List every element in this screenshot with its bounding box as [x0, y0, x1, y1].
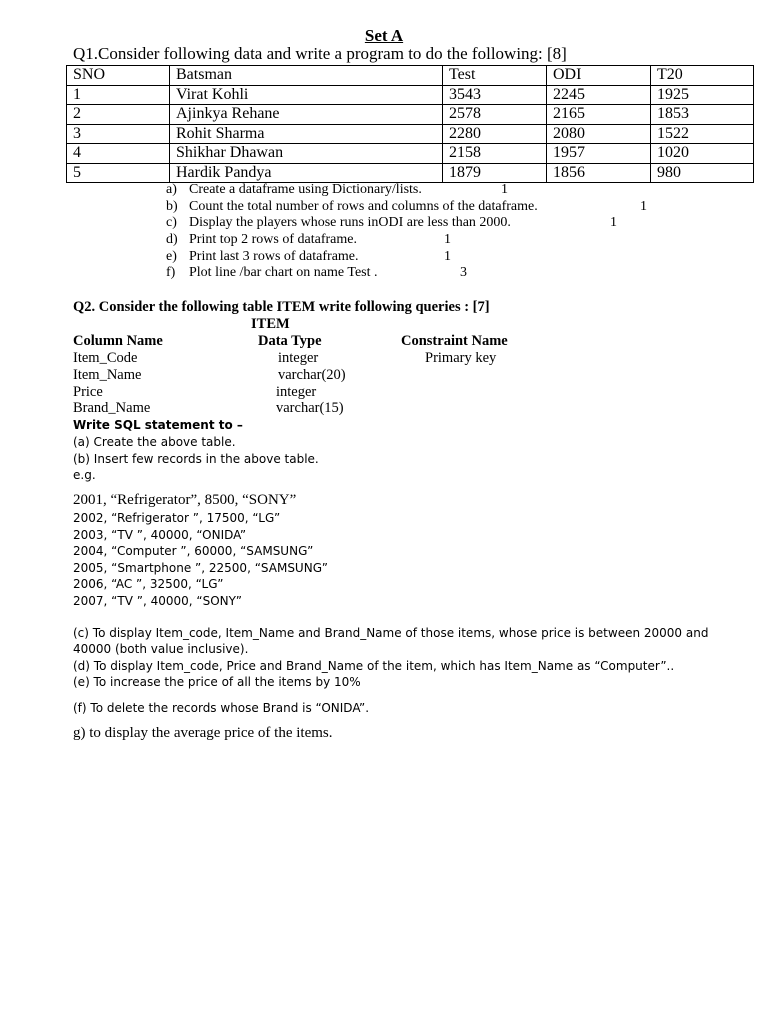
task-item — [166, 215, 511, 231]
table-cell: 1522 — [651, 124, 754, 144]
task-marks: 3 — [460, 265, 467, 280]
page-title: Set A — [364, 26, 404, 45]
field-name: Item_Code — [73, 350, 138, 366]
table-header-row — [67, 66, 754, 86]
table-cell: 2165 — [547, 105, 651, 125]
table-cell: Ajinkya Rehane — [170, 105, 443, 125]
column-name-header: Column Name — [73, 333, 163, 349]
task-marks: 1 — [444, 249, 451, 264]
table-cell: 3543 — [443, 85, 547, 105]
task-letter: c) — [166, 215, 177, 230]
part-c-continued: 40000 (both value inclusive). — [73, 642, 249, 656]
record-line: 2003, “TV ”, 40000, “ONIDA” — [73, 528, 247, 542]
task-marks: 1 — [610, 215, 617, 230]
field-constraint: Primary key — [425, 350, 497, 366]
q1-heading: Q1.Consider following data and write a program to do the following: [8] — [73, 44, 567, 63]
task-text: Display the players whose runs inODI are less than 2000. — [189, 215, 511, 230]
task-marks: 1 — [501, 182, 508, 197]
table-cell: 1856 — [547, 163, 651, 183]
table-row — [67, 163, 754, 183]
table-cell: 4 — [67, 144, 170, 164]
table-cell: 980 — [651, 163, 754, 183]
table-cell: Hardik Pandya — [170, 163, 443, 183]
task-letter: b) — [166, 199, 178, 214]
table-cell: 1 — [67, 85, 170, 105]
record-line: 2004, “Computer ”, 60000, “SAMSUNG” — [73, 544, 314, 558]
task-text: Create a dataframe using Dictionary/lists. — [189, 182, 422, 197]
record-line: 2006, “AC ”, 32500, “LG” — [73, 577, 224, 591]
task-text: Plot line /bar chart on name Test . — [189, 265, 378, 280]
task-letter: e) — [166, 249, 177, 264]
table-cell: 2245 — [547, 85, 651, 105]
table-cell: 3 — [67, 124, 170, 144]
task-item — [166, 232, 357, 248]
table-cell: 2158 — [443, 144, 547, 164]
record-line: 2005, “Smartphone ”, 22500, “SAMSUNG” — [73, 561, 328, 575]
part-d: (d) To display Item_code, Price and Brand_Name of the item, which has Item_Name as “Computer”.. — [73, 659, 675, 673]
batsman-table — [66, 65, 754, 183]
table-cell: 1879 — [443, 163, 547, 183]
table-cell: 2 — [67, 105, 170, 125]
table-row — [67, 85, 754, 105]
part-f: (f) To delete the records whose Brand is “ONIDA”. — [73, 701, 370, 715]
table-cell: 5 — [67, 163, 170, 183]
table-cell: 1020 — [651, 144, 754, 164]
task-letter: d) — [166, 232, 178, 247]
part-e: (e) To increase the price of all the items by 10% — [73, 675, 361, 689]
table-cell: Rohit Sharma — [170, 124, 443, 144]
task-letter: a) — [166, 182, 177, 197]
part-b: (b) Insert few records in the above table. — [73, 452, 319, 466]
column-header: SNO — [67, 66, 170, 86]
field-name: Item_Name — [73, 367, 142, 383]
data-type-header: Data Type — [258, 333, 322, 349]
column-header: Batsman — [170, 66, 443, 86]
part-c: (c) To display Item_code, Item_Name and Brand_Name of those items, whose price is between 20000 and — [73, 626, 709, 640]
field-type: integer — [276, 384, 317, 400]
table-row — [67, 124, 754, 144]
task-letter: f) — [166, 265, 176, 280]
record-line: 2007, “TV ”, 40000, “SONY” — [73, 594, 242, 608]
table-cell: 1925 — [651, 85, 754, 105]
task-text: Print top 2 rows of dataframe. — [189, 232, 357, 247]
field-type: varchar(15) — [276, 400, 344, 416]
task-item — [166, 199, 538, 215]
table-cell: Shikhar Dhawan — [170, 144, 443, 164]
field-name: Price — [73, 384, 103, 400]
task-text: Print last 3 rows of dataframe. — [189, 249, 359, 264]
part-g: g) to display the average price of the items. — [73, 725, 333, 741]
record-line: 2002, “Refrigerator ”, 17500, “LG” — [73, 511, 281, 525]
column-header: Test — [443, 66, 547, 86]
table-cell: Virat Kohli — [170, 85, 443, 105]
write-sql-label: Write SQL statement to – — [73, 418, 243, 432]
field-type: integer — [278, 350, 319, 366]
item-table-title: ITEM — [251, 316, 290, 332]
task-item — [166, 182, 422, 198]
table-cell: 2578 — [443, 105, 547, 125]
task-text: Count the total number of rows and columns of the dataframe. — [189, 199, 538, 214]
task-marks: 1 — [444, 232, 451, 247]
q2-heading: Q2. Consider the following table ITEM write following queries : [7] — [73, 299, 490, 315]
field-type: varchar(20) — [278, 367, 346, 383]
table-cell: 1957 — [547, 144, 651, 164]
task-marks: 1 — [640, 199, 647, 214]
eg-label: e.g. — [73, 468, 96, 482]
column-header: T20 — [651, 66, 754, 86]
record-line: 2001, “Refrigerator”, 8500, “SONY” — [73, 492, 297, 508]
task-item — [166, 265, 378, 281]
table-cell: 2080 — [547, 124, 651, 144]
part-a: (a) Create the above table. — [73, 435, 236, 449]
table-row — [67, 144, 754, 164]
table-cell: 1853 — [651, 105, 754, 125]
column-header: ODI — [547, 66, 651, 86]
constraint-name-header: Constraint Name — [401, 333, 508, 349]
table-row — [67, 105, 754, 125]
task-item — [166, 249, 359, 265]
field-name: Brand_Name — [73, 400, 151, 416]
table-cell: 2280 — [443, 124, 547, 144]
